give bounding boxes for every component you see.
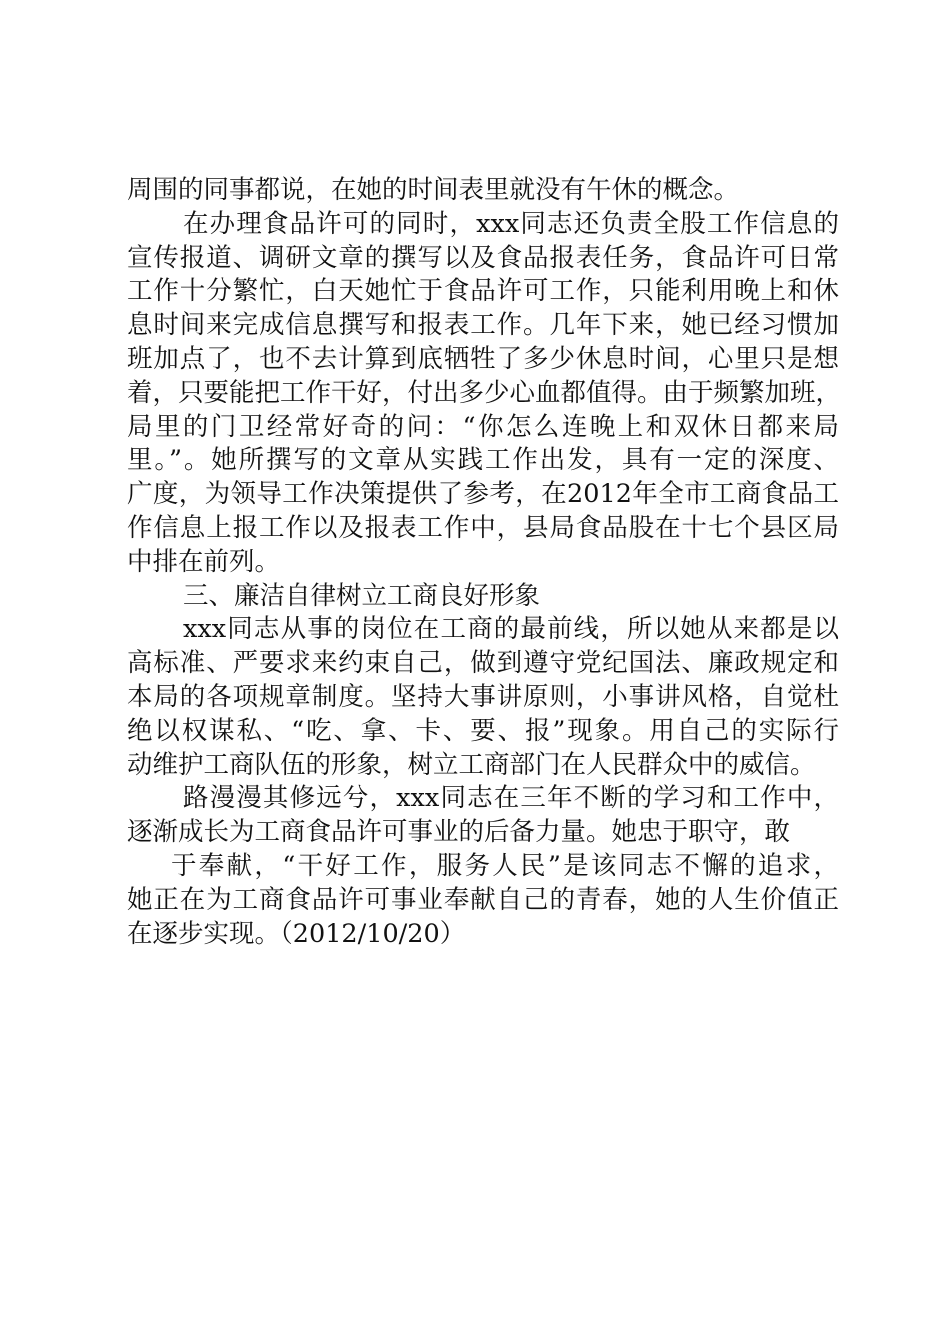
text-line: 息时间来完成信息撰写和报表工作。几年下来，她已经习惯加 — [127, 310, 839, 341]
text-line: 中排在前列。 — [127, 546, 281, 577]
text-line: 于奉献，“干好工作，服务人民”是该同志不懈的追求， — [171, 850, 839, 881]
text-line: 周围的同事都说，在她的时间表里就没有午休的概念。 — [127, 175, 740, 205]
text-line: 她正在为工商食品许可事业奉献自己的青春，她的人生价值正 — [127, 884, 839, 915]
text-line: 在逐步实现。（2012/10/20） — [127, 918, 466, 949]
text-line: 宣传报道、调研文章的撰写以及食品报表任务，食品许可日常 — [127, 242, 839, 273]
text-line: 逐渐成长为工商食品许可事业的后备力量。她忠于职守，敢 — [127, 817, 791, 848]
text-line: 着，只要能把工作干好，付出多少心血都值得。由于频繁加班， — [127, 377, 842, 408]
text-line: 里。”。她所撰写的文章从实践工作出发，具有一定的深度、 — [127, 445, 839, 476]
text-line: 在办理食品许可的同时，xxx同志还负责全股工作信息的 — [183, 208, 839, 239]
text-line: 作信息上报工作以及报表工作中，县局食品股在十七个县区局 — [127, 512, 839, 543]
text-line: 工作十分繁忙，白天她忙于食品许可工作，只能利用晚上和休 — [127, 276, 839, 307]
text-line: 路漫漫其修远兮，xxx同志在三年不断的学习和工作中， — [183, 783, 839, 814]
text-line: 局里的门卫经常好奇的问：“你怎么连晚上和双休日都来局 — [127, 411, 839, 442]
text-line: xxx同志从事的岗位在工商的最前线，所以她从来都是以 — [183, 614, 839, 645]
text-line: 动维护工商队伍的形象，树立工商部门在人民群众中的威信。 — [127, 749, 816, 780]
text-line: 本局的各项规章制度。坚持大事讲原则，小事讲风格，自觉杜 — [127, 681, 839, 712]
text-line: 高标准、严要求来约束自己，做到遵守党纪国法、廉政规定和 — [127, 648, 839, 679]
section-heading: 三、廉洁自律树立工商良好形象 — [183, 580, 541, 611]
body-text — [127, 174, 842, 951]
text-line: 绝以权谋私、“吃、拿、卡、要、报”现象。用自己的实际行 — [127, 715, 839, 746]
text-line: 广度，为领导工作决策提供了参考，在2012年全市工商食品工 — [127, 479, 839, 510]
text-line: 班加点了，也不去计算到底牺牲了多少休息时间，心里只是想 — [127, 343, 839, 374]
